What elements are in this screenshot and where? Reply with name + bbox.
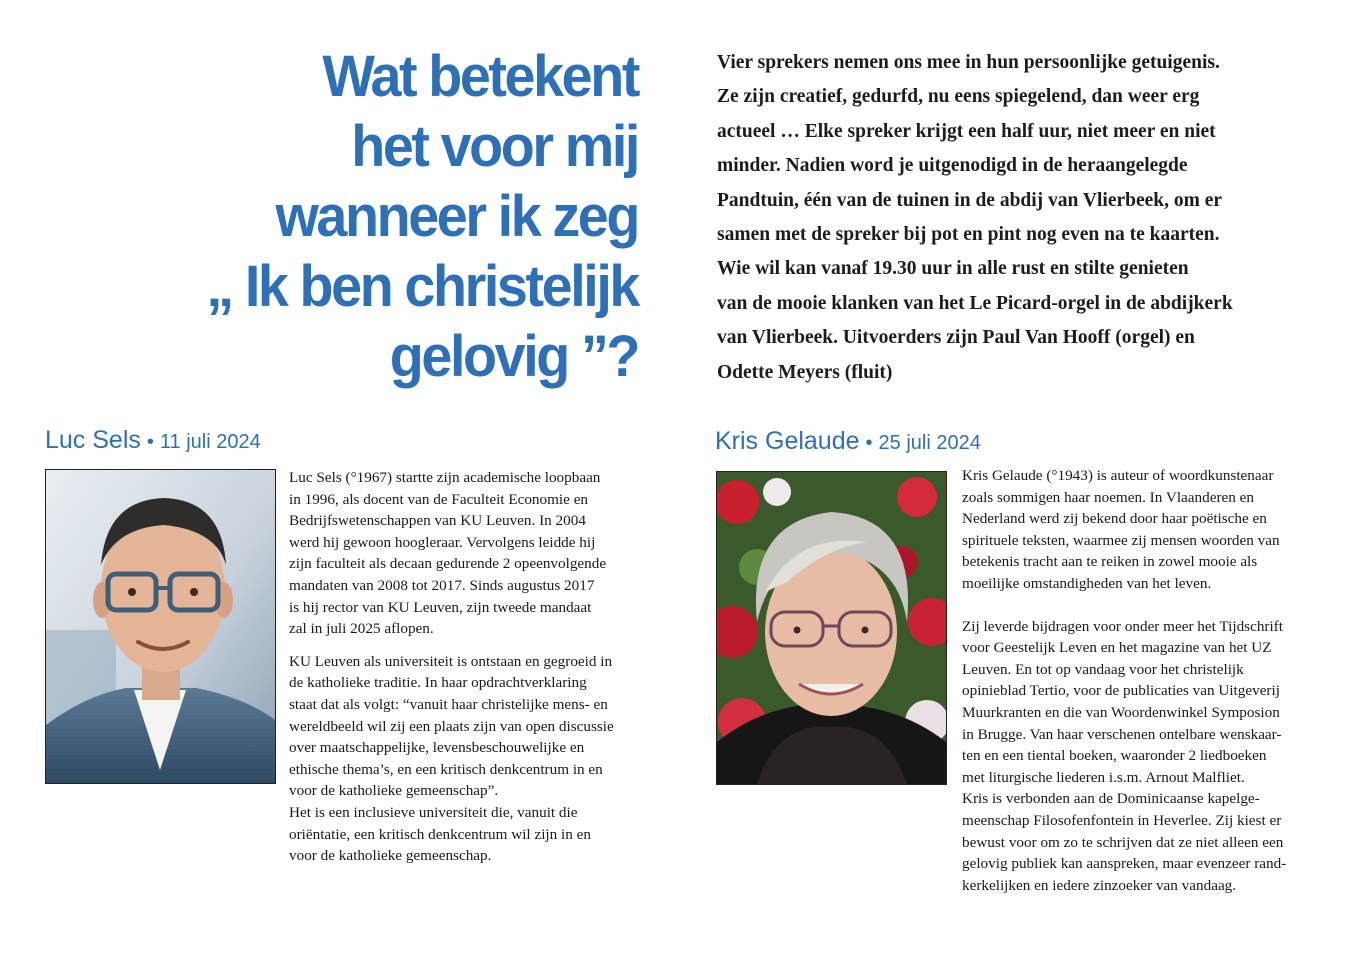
bio-line: zal in juli 2025 aflopen. xyxy=(289,620,434,638)
bio-paragraph xyxy=(962,616,1322,897)
portrait-woman-image xyxy=(717,472,946,784)
bio-line: ten en een tiental boeken, waaronder 2 liedboeken xyxy=(962,747,1267,765)
bio-line: voor de katholieke gemeenschap. xyxy=(289,847,492,865)
bio-line: Kris Gelaude (°1943) is auteur of woordkunstenaar xyxy=(962,467,1274,484)
bio-paragraph xyxy=(289,467,639,640)
portrait-man-image xyxy=(46,470,275,783)
bio-line: over maatschappelijke, levensbeschouwelijke en xyxy=(289,739,585,757)
speaker-heading-kris-gelaude xyxy=(715,427,981,456)
bio-line: moeilijke omstandigheden van het leven. xyxy=(962,574,1212,592)
speaker-name: Luc Sels xyxy=(45,426,141,454)
intro-line: samen met de spreker bij pot en pint nog even na te kaarten. xyxy=(717,224,1220,246)
bio-line: Kris is verbonden aan de Dominicaanse kapelge- xyxy=(962,790,1260,808)
bio-line: opinieblad Tertio, voor de publicaties van Uitgeverij xyxy=(962,682,1280,700)
title-line: wanneer ik zeg xyxy=(275,184,638,249)
bio-line: met liturgische liederen i.s.m. Arnout Malfliet. xyxy=(962,768,1245,786)
speaker-photo-kris-gelaude xyxy=(716,471,947,785)
bio-line: Leuven. En tot op vandaag voor het christelijk xyxy=(962,660,1244,678)
bio-line: Luc Sels (°1967) startte zijn academische loopbaan xyxy=(289,469,601,486)
intro-line: van de mooie klanken van het Le Picard-orgel in de abdijkerk xyxy=(717,292,1233,314)
bio-line: voor de katholieke gemeenschap”. xyxy=(289,782,499,800)
bio-line: Nederland werd zij bekend door haar poëtische en xyxy=(962,510,1267,528)
title-line: het voor mij xyxy=(351,114,638,179)
bio-line: wereldbeeld wil zij een plaats zijn van open discussie xyxy=(289,717,614,735)
bio-line: betekenis tracht aan te reiken in zowel mooie als xyxy=(962,553,1258,571)
bio-line: in 1996, als docent van de Faculteit Economie en xyxy=(289,490,589,508)
bio-line: zoals sommigen haar noemen. In Vlaanderen en xyxy=(962,488,1254,506)
bio-line: is hij rector van KU Leuven, zijn tweede mandaat xyxy=(289,598,592,616)
bio-line: oriëntatie, een kritisch denkcentrum wil zijn in en xyxy=(289,825,591,843)
bio-line: staat dat als volgt: “vanuit haar christelijke mens- en xyxy=(289,695,608,713)
title-line: gelovig ”? xyxy=(389,324,638,389)
bio-line: werd hij gewoon hoogleraar. Vervolgens leidde hij xyxy=(289,533,596,551)
bio-line: meenschap Filosofenfontein in Heverlee. Zij kiest er xyxy=(962,811,1282,829)
bio-line: Het is een inclusieve universiteit die, vanuit die xyxy=(289,803,578,821)
page-title xyxy=(83,42,638,392)
title-line: Wat betekent xyxy=(322,44,638,109)
bio-line: zijn faculteit als decaan gedurende 2 opeenvolgende xyxy=(289,555,607,573)
bio-line: ethische thema’s, en een kritisch denkcentrum in en xyxy=(289,760,603,778)
bio-line: voor Geestelijk Leven en het magazine van het UZ xyxy=(962,639,1272,657)
speaker-heading-luc-sels xyxy=(45,426,261,455)
bio-line: kerkelijken en iedere zinzoeker van vandaag. xyxy=(962,876,1237,894)
intro-line: minder. Nadien word je uitgenodigd in de heraangelegde xyxy=(717,155,1188,177)
bio-line: KU Leuven als universiteit is ontstaan en gegroeid in xyxy=(289,652,613,670)
intro-line: actueel … Elke spreker krijgt een half uur, niet meer en niet xyxy=(717,120,1216,142)
speaker-date: 11 juli 2024 xyxy=(159,431,261,453)
bio-line: Zij leverde bijdragen voor onder meer het Tijdschrift xyxy=(962,617,1283,635)
intro-line: Vier sprekers nemen ons mee in hun persoonlijke getuigenis. xyxy=(717,52,1220,73)
bio-line: de katholieke traditie. In haar opdrachtverklaring xyxy=(289,674,587,692)
separator-dot: • xyxy=(865,432,873,454)
intro-line: Odette Meyers (fluit) xyxy=(717,361,893,383)
bio-line: bewust voor om zo te schrijven dat ze niet alleen een xyxy=(962,833,1284,851)
bio-paragraph xyxy=(962,465,1322,595)
speaker-name: Kris Gelaude xyxy=(715,427,860,455)
bio-line: mandaten van 2008 tot 2017. Sinds augustus 2017 xyxy=(289,576,595,594)
speaker-date: 25 juli 2024 xyxy=(878,432,981,454)
separator-dot: • xyxy=(146,431,154,453)
intro-line: van Vlierbeek. Uitvoerders zijn Paul Van Hooff (orgel) en xyxy=(717,327,1195,349)
intro-line: Ze zijn creatief, gedurfd, nu eens spiegelend, dan weer erg xyxy=(717,86,1200,108)
intro-line: Pandtuin, één van de tuinen in de abdij van Vlierbeek, om er xyxy=(717,189,1223,211)
bio-line: gelovig publiek kan aanspreken, maar evenzeer rand- xyxy=(962,855,1287,873)
bio-paragraph xyxy=(289,651,639,867)
bio-line: Muurkranten en die van Woordenwinkel Symposion xyxy=(962,703,1280,721)
bio-line: Bedrijfswetenschappen van KU Leuven. In 2004 xyxy=(289,512,586,530)
speaker-bio-luc-sels xyxy=(289,467,639,867)
title-line: „ Ik ben christelijk xyxy=(206,254,638,319)
speaker-photo-luc-sels xyxy=(45,469,276,784)
intro-text xyxy=(717,46,1317,390)
speaker-bio-kris-gelaude xyxy=(962,465,1322,896)
bio-line: spirituele teksten, waarmee zij mensen woorden van xyxy=(962,531,1280,549)
bio-line: in Brugge. Van haar verschenen ontelbare wenskaar- xyxy=(962,725,1282,743)
intro-line: Wie wil kan vanaf 19.30 uur in alle rust en stilte genieten xyxy=(717,258,1189,280)
